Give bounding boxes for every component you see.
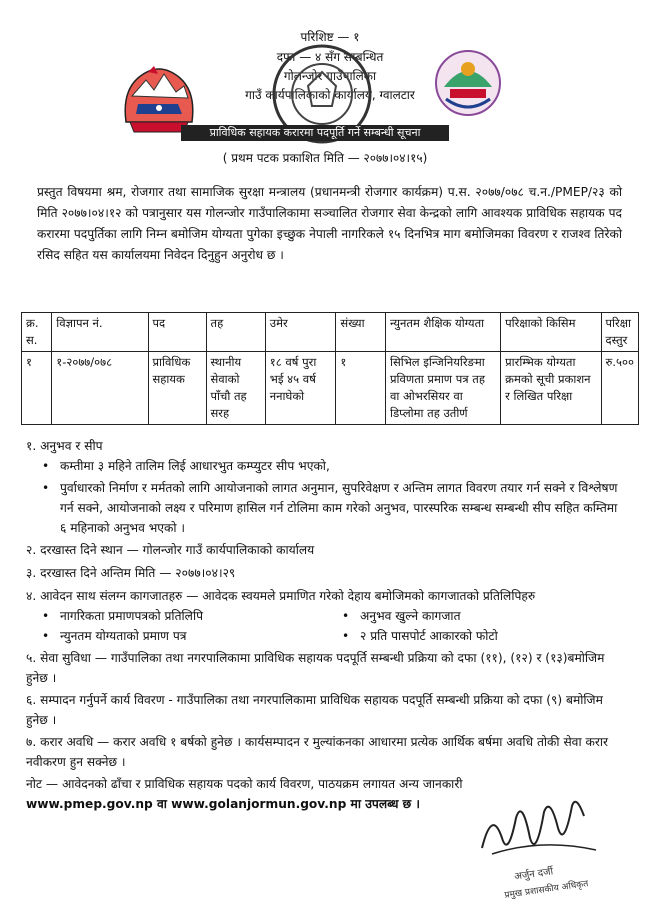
signatory-title: प्रमुख प्रशासकीय अधिकृत — [503, 879, 589, 901]
service-benefits: ५. सेवा सुविधा — गाउँपालिका तथा नगरपालिकामा प्राविधिक सहायक पदपूर्ति सम्बन्धी प्रक्रिया को दफा (११), (१२) र (१३)बमोजिम हुनेछ । — [26, 651, 605, 685]
cell-exam-type: प्रारम्भिक योग्यता क्रमको सूची प्रकाशन र लिखित परिक्षा — [501, 352, 601, 425]
application-deadline: ३. दरखास्त दिने अन्तिम मिति — २०७७।०४।२९ — [26, 566, 236, 580]
list-item: • न्युनतम योग्यताको प्रमाण पत्र — [26, 626, 326, 646]
col-serial: क्र. स. — [22, 313, 52, 352]
notice-title-banner: प्राविधिक सहायक करारमा पदपूर्ति गर्ने सम्बन्धी सूचना — [181, 125, 449, 141]
col-exam-type: परिक्षाको किसिम — [501, 313, 601, 352]
note-text: नोट — आवेदनको ढाँचा र प्राविधिक सहायक पदको कार्य विवरण, पाठयक्रम लगायत अन्य जानकारी — [26, 777, 463, 791]
vacancy-table — [21, 312, 639, 425]
cell-level: स्थानीय सेवाको पाँचौ तह सरह — [206, 352, 265, 425]
col-age: उमेर — [265, 313, 336, 352]
office-name: गाउँ कार्यपालिकाको कार्यालय, ग्वालटार — [245, 88, 415, 102]
col-exam-fee: परिक्षा दस्तुर — [601, 313, 638, 352]
cell-qualification: सिभिल इन्जिनियरिङमा प्रविणता प्रमाण पत्र तह वा ओभरसियर वा डिप्लोमा तह उतीर्ण — [385, 352, 500, 425]
requirements-section — [26, 436, 626, 538]
signature-block — [472, 788, 612, 908]
col-qualification: न्युनतम शैक्षिक योग्यता — [385, 313, 500, 352]
cell-post: प्राविधिक सहायक — [148, 352, 206, 425]
intro-paragraph: प्रस्तुत विषयमा श्रम, रोजगार तथा सामाजिक सुरक्षा मन्त्रालय (प्रधानमन्त्री रोजगार कार्यक्रम) प.स. २०७७/०७८ च.न./PMEP/२३ को मिति २०७७।०४।१२ को पत्रानुसार यस गोलन्जोर गाउँपालिकामा सञ्चालित रोजगार सेवा केन्द्रको लागि आवश्यक प्राविधिक सहायक पद करारमा पदपुर्तिका लागि निम्न बमोजिम योग्यता पुगेका इच्छुक नेपाली नागरिकले १५ दिनभित्र माग बमोजिमका विवरण र राजश्व तिरेको रसिद सहित यस कार्यालयमा निवेदन दिनुहुन अनुरोध छ । — [37, 185, 622, 262]
cell-serial: १ — [22, 352, 52, 425]
list-item: • पुर्वाधारको निर्माण र मर्मतको लागि आयोजनाको लागत अनुमान, सुपरिवेक्षण र अन्तिम लागत विवरण तयार गर्न सक्ने र विश्लेषण गर्न सक्ने, आयोजनाको लक्ष्य र परिमाण हासिल गर्न टोलिमा काम गरेको अनुभव, पारस्परिक सम्बन्ध सम्बन्धी सीप सहित कम्तिमा ६ महिनाको अनुभव भएको । — [26, 478, 626, 538]
table-row — [22, 352, 639, 425]
col-count: संख्या — [336, 313, 386, 352]
cell-advert-no: १-२०७७/०७८ — [52, 352, 148, 425]
table-header-row — [22, 313, 639, 352]
list-item: • २ प्रति पासपोर्ट आकारको फोटो — [326, 626, 626, 646]
handwritten-signature — [472, 788, 612, 868]
col-post: पद — [148, 313, 206, 352]
col-level: तह — [206, 313, 265, 352]
website-links: www.pmep.gov.np वा www.golanjormun.gov.np मा उपलब्ध छ । — [26, 797, 421, 811]
section-heading: १. अनुभव र सीप — [26, 439, 103, 453]
cell-age: १८ वर्ष पुरा भई ४५ वर्ष ननाघेको — [265, 352, 336, 425]
municipality-name: गोलन्जोर गाउँपालिका — [283, 69, 377, 83]
list-item: • अनुभव खुल्ने कागजात — [326, 606, 626, 626]
cell-count: १ — [336, 352, 386, 425]
list-item: • कम्तीमा ३ महिने तालिम लिई आधारभुत कम्प्युटर सीप भएको, — [26, 456, 626, 476]
pmep-programme-logo — [432, 45, 504, 123]
annex-label: परिशिष्ट — १ — [300, 30, 360, 44]
cell-exam-fee: रु.५०० — [601, 352, 638, 425]
list-item: • नागरिकता प्रमाणपत्रको प्रतिलिपि — [26, 606, 326, 626]
contract-period: ७. करार अवधि — करार अवधि १ बर्षको हुनेछ । कार्यसम्पादन र मुल्यांकनका आधारमा प्रत्येक आर्थिक बर्षमा अवधि तोकी सेवा करार नवीकरण हुन सक्नेछ । — [26, 735, 608, 769]
section-heading: ४. आवेदन साथ संलग्न कागजातहरु — आवेदक स्वयमले प्रमाणित गरेको देहाय बमोजिमको कागजातको प्रतिलिपिहरु — [26, 589, 536, 603]
signatory-name: अर्जुन दर्जी — [513, 866, 554, 883]
col-advert-no: विज्ञापन नं. — [52, 313, 148, 352]
application-place: २. दरखास्त दिने स्थान — गोलन्जोर गाउँ कार्यपालिकाको कार्यालय — [26, 543, 315, 557]
work-description: ६. सम्पादन गर्नुपर्ने कार्य विवरण - गाउँपालिका तथा नगरपालिकामा प्राविधिक सहायक पदपूर्ति सम्बन्धी प्रक्रिया को दफा (९) बमोजिम हुनेछ । — [26, 693, 603, 727]
documents-section — [26, 586, 626, 646]
section-reference: दफा — ४ सँग सम्बन्धित — [276, 50, 384, 64]
published-date: ( प्रथम पटक प्रकाशित मिति — २०७७।०४।१५) — [222, 151, 428, 165]
